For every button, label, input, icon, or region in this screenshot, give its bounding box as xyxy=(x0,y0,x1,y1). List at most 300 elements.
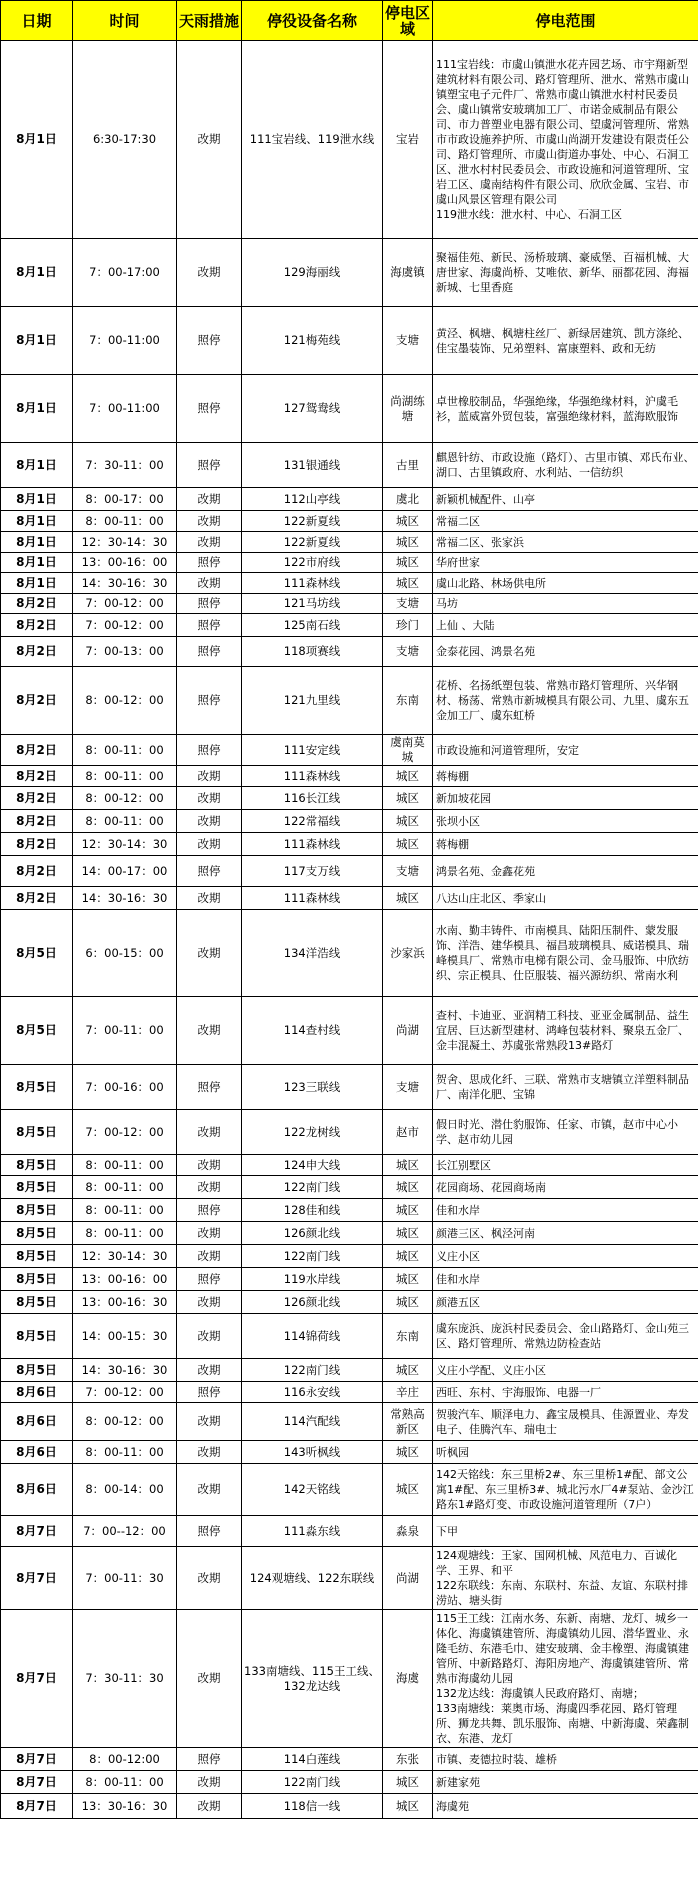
equipment-cell: 114锦荷线 xyxy=(242,1314,383,1359)
rain-measure-cell: 照停 xyxy=(177,1065,242,1110)
table-row xyxy=(1,1314,698,1359)
range-cell: 金泰花园、鸿景名苑 xyxy=(433,637,698,667)
region-cell: 常熟高新区 xyxy=(383,1403,433,1441)
time-cell: 6:30-17:30 xyxy=(73,41,177,239)
range-cell: 蒋梅棚 xyxy=(433,766,698,787)
date-cell: 8月2日 xyxy=(1,856,73,887)
date-cell: 8月1日 xyxy=(1,511,73,532)
region-cell: 宝岩 xyxy=(383,41,433,239)
time-cell: 8：00-12：00 xyxy=(73,667,177,735)
date-cell: 8月2日 xyxy=(1,810,73,833)
time-cell: 8：00-12：00 xyxy=(73,787,177,810)
table-row xyxy=(1,443,698,488)
rain-measure-cell: 改期 xyxy=(177,1403,242,1441)
range-cell: 卓世橡胶制品，华强绝缘，华强绝缘材料，沪虞毛衫，蓝威富外贸包装，富强绝缘材料，蓝海欧服饰 xyxy=(433,375,698,443)
rain-measure-cell: 照停 xyxy=(177,1268,242,1291)
rain-measure-cell: 改期 xyxy=(177,511,242,532)
date-cell: 8月7日 xyxy=(1,1516,73,1547)
time-cell: 7：00-17:00 xyxy=(73,239,177,307)
equipment-cell: 122常福线 xyxy=(242,810,383,833)
time-cell: 8：00-11：00 xyxy=(73,810,177,833)
range-cell: 上仙 、大陆 xyxy=(433,614,698,637)
table-body xyxy=(1,41,698,1819)
time-cell: 8：00-12:00 xyxy=(73,1748,177,1771)
time-cell: 13：00-16：00 xyxy=(73,1268,177,1291)
rain-measure-cell: 改期 xyxy=(177,1110,242,1155)
region-cell: 东张 xyxy=(383,1748,433,1771)
range-cell: 贺骏汽车、顺泽电力、鑫宝晟模具、佳源置业、寿发电子、佳腾汽车、瑞电士 xyxy=(433,1403,698,1441)
date-cell: 8月2日 xyxy=(1,833,73,856)
date-cell: 8月7日 xyxy=(1,1748,73,1771)
equipment-cell: 118项赛线 xyxy=(242,637,383,667)
rain-measure-cell: 改期 xyxy=(177,910,242,997)
region-cell: 海虞镇 xyxy=(383,239,433,307)
region-cell: 支塘 xyxy=(383,307,433,375)
region-cell: 城区 xyxy=(383,887,433,910)
rain-measure-cell: 改期 xyxy=(177,1610,242,1748)
region-cell: 城区 xyxy=(383,1771,433,1794)
range-cell: 听枫园 xyxy=(433,1441,698,1464)
header-rain-measure: 天雨措施 xyxy=(177,1,242,41)
range-cell: 佳和水岸 xyxy=(433,1268,698,1291)
region-cell: 城区 xyxy=(383,1794,433,1819)
range-cell: 西旺、东村、宇海服饰、电器一厂 xyxy=(433,1382,698,1403)
date-cell: 8月5日 xyxy=(1,1155,73,1176)
range-cell: 佳和水岸 xyxy=(433,1199,698,1222)
rain-measure-cell: 照停 xyxy=(177,637,242,667)
range-cell: 华府世家 xyxy=(433,553,698,573)
header-time: 时间 xyxy=(73,1,177,41)
date-cell: 8月6日 xyxy=(1,1382,73,1403)
date-cell: 8月5日 xyxy=(1,1065,73,1110)
time-cell: 8：00-11：00 xyxy=(73,1441,177,1464)
region-cell: 城区 xyxy=(383,511,433,532)
region-cell: 城区 xyxy=(383,766,433,787)
region-cell: 支塘 xyxy=(383,856,433,887)
time-cell: 12：30-14：30 xyxy=(73,532,177,553)
date-cell: 8月1日 xyxy=(1,532,73,553)
equipment-cell: 122新夏线 xyxy=(242,532,383,553)
rain-measure-cell: 照停 xyxy=(177,307,242,375)
range-cell: 蒋梅棚 xyxy=(433,833,698,856)
date-cell: 8月5日 xyxy=(1,910,73,997)
region-cell: 城区 xyxy=(383,573,433,594)
date-cell: 8月6日 xyxy=(1,1441,73,1464)
region-cell: 城区 xyxy=(383,532,433,553)
equipment-cell: 142天铭线 xyxy=(242,1464,383,1516)
table-row xyxy=(1,667,698,735)
range-cell: 贺舍、思成化纤、三联、常熟市支塘镇立洋塑料制品厂、南洋化肥、宝锦 xyxy=(433,1065,698,1110)
range-cell: 新颖机械配件、山亭 xyxy=(433,488,698,511)
rain-measure-cell: 改期 xyxy=(177,1222,242,1245)
date-cell: 8月1日 xyxy=(1,239,73,307)
date-cell: 8月7日 xyxy=(1,1794,73,1819)
rain-measure-cell: 改期 xyxy=(177,41,242,239)
table-row xyxy=(1,1155,698,1176)
rain-measure-cell: 照停 xyxy=(177,735,242,766)
time-cell: 7：00-11:00 xyxy=(73,375,177,443)
time-cell: 7：00-13：00 xyxy=(73,637,177,667)
header-region: 停电区域 xyxy=(383,1,433,41)
rain-measure-cell: 照停 xyxy=(177,553,242,573)
rain-measure-cell: 改期 xyxy=(177,810,242,833)
equipment-cell: 117支万线 xyxy=(242,856,383,887)
equipment-cell: 122龙树线 xyxy=(242,1110,383,1155)
time-cell: 7：00-11：00 xyxy=(73,997,177,1065)
range-cell: 市政设施和河道管理所，安定 xyxy=(433,735,698,766)
date-cell: 8月1日 xyxy=(1,375,73,443)
table-row xyxy=(1,307,698,375)
header-date: 日期 xyxy=(1,1,73,41)
rain-measure-cell: 改期 xyxy=(177,1314,242,1359)
region-cell: 支塘 xyxy=(383,1065,433,1110)
equipment-cell: 124申大线 xyxy=(242,1155,383,1176)
equipment-cell: 121马坊线 xyxy=(242,594,383,614)
equipment-cell: 133南塘线、115王工线、132龙达线 xyxy=(242,1610,383,1748)
table-row xyxy=(1,787,698,810)
equipment-cell: 114汽配线 xyxy=(242,1403,383,1441)
date-cell: 8月5日 xyxy=(1,1359,73,1382)
equipment-cell: 114查村线 xyxy=(242,997,383,1065)
region-cell: 尚湖 xyxy=(383,1547,433,1610)
equipment-cell: 131银通线 xyxy=(242,443,383,488)
equipment-cell: 119水岸线 xyxy=(242,1268,383,1291)
region-cell: 城区 xyxy=(383,1199,433,1222)
equipment-cell: 122南门线 xyxy=(242,1771,383,1794)
time-cell: 8：00-11：00 xyxy=(73,1176,177,1199)
region-cell: 赵市 xyxy=(383,1110,433,1155)
range-cell: 虞东庞浜、庞浜村民委员会、金山路路灯、金山苑三区、路灯管理所、常熟边防检查站 xyxy=(433,1314,698,1359)
time-cell: 13：00-16：30 xyxy=(73,1291,177,1314)
table-row xyxy=(1,1441,698,1464)
table-row xyxy=(1,1464,698,1516)
date-cell: 8月2日 xyxy=(1,787,73,810)
equipment-cell: 111淼东线 xyxy=(242,1516,383,1547)
time-cell: 7：00-12：00 xyxy=(73,594,177,614)
range-cell: 142天铭线：东三里桥2#、东三里桥1#配、部文公寓1#配、东三里桥3#、城北污水厂4#泵站、金沙江路东1#路灯变、市政设施河道管理所（7户） xyxy=(433,1464,698,1516)
equipment-cell: 114白莲线 xyxy=(242,1748,383,1771)
range-cell: 新建家苑 xyxy=(433,1771,698,1794)
date-cell: 8月2日 xyxy=(1,735,73,766)
equipment-cell: 134洋浩线 xyxy=(242,910,383,997)
region-cell: 城区 xyxy=(383,1245,433,1268)
table-row xyxy=(1,1199,698,1222)
table-row xyxy=(1,511,698,532)
rain-measure-cell: 照停 xyxy=(177,856,242,887)
table-row xyxy=(1,1176,698,1199)
rain-measure-cell: 照停 xyxy=(177,667,242,735)
region-cell: 城区 xyxy=(383,1222,433,1245)
table-row xyxy=(1,614,698,637)
region-cell: 城区 xyxy=(383,553,433,573)
equipment-cell: 126颜北线 xyxy=(242,1222,383,1245)
rain-measure-cell: 照停 xyxy=(177,614,242,637)
equipment-cell: 122南门线 xyxy=(242,1176,383,1199)
rain-measure-cell: 改期 xyxy=(177,239,242,307)
range-cell: 义庄小区 xyxy=(433,1245,698,1268)
table-row xyxy=(1,594,698,614)
range-cell: 鸿景名苑、金鑫花苑 xyxy=(433,856,698,887)
rain-measure-cell: 改期 xyxy=(177,1547,242,1610)
date-cell: 8月1日 xyxy=(1,488,73,511)
rain-measure-cell: 改期 xyxy=(177,766,242,787)
date-cell: 8月2日 xyxy=(1,766,73,787)
region-cell: 城区 xyxy=(383,1359,433,1382)
time-cell: 7：30-11：30 xyxy=(73,1610,177,1748)
range-cell: 海虞苑 xyxy=(433,1794,698,1819)
table-row xyxy=(1,1291,698,1314)
time-cell: 8：00-12：00 xyxy=(73,1403,177,1441)
region-cell: 城区 xyxy=(383,1268,433,1291)
table-row xyxy=(1,887,698,910)
header-equipment: 停役设备名称 xyxy=(242,1,383,41)
time-cell: 12：30-14：30 xyxy=(73,1245,177,1268)
time-cell: 8：00-11：00 xyxy=(73,1155,177,1176)
rain-measure-cell: 改期 xyxy=(177,833,242,856)
time-cell: 7：00-12：00 xyxy=(73,1382,177,1403)
time-cell: 14：00-17：00 xyxy=(73,856,177,887)
rain-measure-cell: 改期 xyxy=(177,1155,242,1176)
table-row xyxy=(1,488,698,511)
equipment-cell: 111宝岩线、119泄水线 xyxy=(242,41,383,239)
range-cell: 颜港五区 xyxy=(433,1291,698,1314)
region-cell: 城区 xyxy=(383,1464,433,1516)
equipment-cell: 111森林线 xyxy=(242,833,383,856)
range-cell: 常福二区 xyxy=(433,511,698,532)
rain-measure-cell: 改期 xyxy=(177,1441,242,1464)
equipment-cell: 116长江线 xyxy=(242,787,383,810)
rain-measure-cell: 改期 xyxy=(177,1176,242,1199)
equipment-cell: 143听枫线 xyxy=(242,1441,383,1464)
range-cell: 花桥、名扬纸塑包装、常熟市路灯管理所、兴华钢材、杨荡、常熟市新城模具有限公司、九里、虞东五金加工厂、虞东虹桥 xyxy=(433,667,698,735)
region-cell: 支塘 xyxy=(383,594,433,614)
date-cell: 8月2日 xyxy=(1,637,73,667)
rain-measure-cell: 改期 xyxy=(177,997,242,1065)
region-cell: 东南 xyxy=(383,667,433,735)
rain-measure-cell: 改期 xyxy=(177,1291,242,1314)
table-row xyxy=(1,1222,698,1245)
equipment-cell: 112山亭线 xyxy=(242,488,383,511)
region-cell: 支塘 xyxy=(383,637,433,667)
equipment-cell: 127鸳鸯线 xyxy=(242,375,383,443)
range-cell: 115王工线：江南水务、东新、南塘、龙灯、城乡一体化、海虞镇建管所、海虞镇幼儿园、潜华置业、永隆毛纺、东港毛巾、建安玻璃、金丰橡塑、海虞镇建管所、中新路路灯、海阳房地产、海虞镇建管所、常熟市海虞幼儿园 132龙达线：海虞镇人民政府路灯、南塘； 133南塘线：莱奥市场、海虞四季花园、路灯管理所、狮龙共舞、凯乐服饰、南塘、中新海虞、荣鑫制衣、东港、龙灯 xyxy=(433,1610,698,1748)
rain-measure-cell: 照停 xyxy=(177,1199,242,1222)
table-row xyxy=(1,997,698,1065)
region-cell: 尚湖练塘 xyxy=(383,375,433,443)
equipment-cell: 129海丽线 xyxy=(242,239,383,307)
range-cell: 水南、勤丰铸件、市南模具、陆阳压制件、蒙发服饰、洋浩、建华模具、福昌玻璃模具、威诺模具、瑞峰模具厂、常熟市电梯有限公司、金马服饰、中欣纺织、宗正模具、仕臣服装、福兴源纺织、常南水利 xyxy=(433,910,698,997)
range-cell: 颜港三区、枫泾河南 xyxy=(433,1222,698,1245)
time-cell: 14：30-16：30 xyxy=(73,573,177,594)
rain-measure-cell: 改期 xyxy=(177,1794,242,1819)
table-row xyxy=(1,735,698,766)
date-cell: 8月7日 xyxy=(1,1771,73,1794)
table-row xyxy=(1,553,698,573)
time-cell: 14：30-16：30 xyxy=(73,1359,177,1382)
region-cell: 城区 xyxy=(383,833,433,856)
time-cell: 13：30-16：30 xyxy=(73,1794,177,1819)
table-row xyxy=(1,573,698,594)
time-cell: 8：00-17：00 xyxy=(73,488,177,511)
rain-measure-cell: 照停 xyxy=(177,1748,242,1771)
region-cell: 辛庄 xyxy=(383,1382,433,1403)
time-cell: 14：00-15：30 xyxy=(73,1314,177,1359)
header-row xyxy=(1,1,698,41)
equipment-cell: 122市府线 xyxy=(242,553,383,573)
equipment-cell: 121梅苑线 xyxy=(242,307,383,375)
time-cell: 7：00-12：00 xyxy=(73,1110,177,1155)
date-cell: 8月5日 xyxy=(1,1176,73,1199)
region-cell: 城区 xyxy=(383,810,433,833)
date-cell: 8月5日 xyxy=(1,1268,73,1291)
range-cell: 查村、卡迪亚、亚润精工科技、亚亚金属制品、益生宜居、巨达新型建材、鸿峰包装材料、聚泉五金厂、金丰混凝土、苏虞张常熟段13#路灯 xyxy=(433,997,698,1065)
equipment-cell: 123三联线 xyxy=(242,1065,383,1110)
time-cell: 7：00-11:00 xyxy=(73,307,177,375)
time-cell: 8：00-11：00 xyxy=(73,511,177,532)
date-cell: 8月1日 xyxy=(1,41,73,239)
time-cell: 7：00--12：00 xyxy=(73,1516,177,1547)
time-cell: 6：00-15：00 xyxy=(73,910,177,997)
equipment-cell: 111森林线 xyxy=(242,573,383,594)
equipment-cell: 111安定线 xyxy=(242,735,383,766)
date-cell: 8月2日 xyxy=(1,667,73,735)
table-row xyxy=(1,1794,698,1819)
rain-measure-cell: 改期 xyxy=(177,887,242,910)
table-row xyxy=(1,910,698,997)
region-cell: 城区 xyxy=(383,1176,433,1199)
rain-measure-cell: 照停 xyxy=(177,1382,242,1403)
range-cell: 花园商场、花园商场南 xyxy=(433,1176,698,1199)
region-cell: 古里 xyxy=(383,443,433,488)
date-cell: 8月6日 xyxy=(1,1403,73,1441)
table-row xyxy=(1,239,698,307)
range-cell: 义庄小学配、义庄小区 xyxy=(433,1359,698,1382)
table-row xyxy=(1,1382,698,1403)
time-cell: 7：30-11：00 xyxy=(73,443,177,488)
range-cell: 常福二区、张家浜 xyxy=(433,532,698,553)
rain-measure-cell: 改期 xyxy=(177,1245,242,1268)
region-cell: 沙家浜 xyxy=(383,910,433,997)
region-cell: 东南 xyxy=(383,1314,433,1359)
rain-measure-cell: 改期 xyxy=(177,787,242,810)
rain-measure-cell: 改期 xyxy=(177,573,242,594)
time-cell: 14：30-16：30 xyxy=(73,887,177,910)
table-row xyxy=(1,1610,698,1748)
time-cell: 8：00-11：00 xyxy=(73,1222,177,1245)
equipment-cell: 111森林线 xyxy=(242,766,383,787)
date-cell: 8月1日 xyxy=(1,307,73,375)
range-cell: 124观塘线：王家、国网机械、风范电力、百诚化学、王界、和平 122东联线：东南、东联村、东益、友谊、东联村排涝站、塘头街 xyxy=(433,1547,698,1610)
equipment-cell: 111森林线 xyxy=(242,887,383,910)
range-cell: 黄泾、枫塘、枫塘柱丝厂、新绿居建筑、凯方涤纶、佳宝墨装饰、兄弟塑料、富康塑料、政和无纺 xyxy=(433,307,698,375)
range-cell: 假日时光、潜仕豹服饰、任家、市镇，赵市中心小学、赵市幼儿园 xyxy=(433,1110,698,1155)
date-cell: 8月1日 xyxy=(1,573,73,594)
date-cell: 8月5日 xyxy=(1,997,73,1065)
equipment-cell: 125南石线 xyxy=(242,614,383,637)
rain-measure-cell: 照停 xyxy=(177,443,242,488)
time-cell: 8：00-11：00 xyxy=(73,766,177,787)
table-row xyxy=(1,375,698,443)
time-cell: 7：00-11：30 xyxy=(73,1547,177,1610)
time-cell: 8：00-11：00 xyxy=(73,1199,177,1222)
region-cell: 城区 xyxy=(383,1441,433,1464)
time-cell: 13：00-16：00 xyxy=(73,553,177,573)
equipment-cell: 122南门线 xyxy=(242,1245,383,1268)
date-cell: 8月7日 xyxy=(1,1610,73,1748)
region-cell: 城区 xyxy=(383,1155,433,1176)
table-row xyxy=(1,1065,698,1110)
range-cell: 下甲 xyxy=(433,1516,698,1547)
time-cell: 12：30-14：30 xyxy=(73,833,177,856)
rain-measure-cell: 改期 xyxy=(177,1359,242,1382)
table-row xyxy=(1,856,698,887)
time-cell: 8：00-14：00 xyxy=(73,1464,177,1516)
table-row xyxy=(1,1547,698,1610)
table-row xyxy=(1,637,698,667)
header-range: 停电范围 xyxy=(433,1,698,41)
rain-measure-cell: 改期 xyxy=(177,1771,242,1794)
table-row xyxy=(1,766,698,787)
date-cell: 8月2日 xyxy=(1,594,73,614)
region-cell: 城区 xyxy=(383,1291,433,1314)
range-cell: 新加坡花园 xyxy=(433,787,698,810)
range-cell: 聚福佳苑、新民、汤桥玻璃、豪威堡、百福机械、大唐世家、海虞尚桥、艾唯依、新华、丽都花园、海福新城、七里香庭 xyxy=(433,239,698,307)
date-cell: 8月5日 xyxy=(1,1222,73,1245)
table-row xyxy=(1,810,698,833)
table-row xyxy=(1,1268,698,1291)
time-cell: 7：00-12：00 xyxy=(73,614,177,637)
date-cell: 8月5日 xyxy=(1,1245,73,1268)
table-row xyxy=(1,1245,698,1268)
date-cell: 8月5日 xyxy=(1,1110,73,1155)
rain-measure-cell: 照停 xyxy=(177,375,242,443)
table-row xyxy=(1,1771,698,1794)
table-row xyxy=(1,532,698,553)
region-cell: 城区 xyxy=(383,787,433,810)
date-cell: 8月7日 xyxy=(1,1547,73,1610)
rain-measure-cell: 改期 xyxy=(177,1464,242,1516)
time-cell: 7：00-16：00 xyxy=(73,1065,177,1110)
table-row xyxy=(1,41,698,239)
table-row xyxy=(1,833,698,856)
range-cell: 111宝岩线：市虞山镇泄水花卉园艺场、市宇翔新型建筑材料有限公司、路灯管理所、泄水、常熟市虞山镇塑宝电子元件厂、常熟市虞山镇泄水村村民委员会、虞山镇常安玻璃加工厂、市诺金威制品有限公司、市力普塑业电器有限公司、望虞河管理所、常熟市市政设施养护所、市虞山尚湖开发建设有限责任公司、路灯管理所、市虞山街道办事处、中心、石洞工区、泄水村村民委员会、市政设施和河道管理所、宝岩工区、虞南结构件有限公司、欣欣金属、宝岩、市虞山风景区管理有限公司 119泄水线：泄水村、中心、石洞工区 xyxy=(433,41,698,239)
date-cell: 8月2日 xyxy=(1,614,73,637)
table-row xyxy=(1,1403,698,1441)
table-row xyxy=(1,1359,698,1382)
region-cell: 海虞 xyxy=(383,1610,433,1748)
equipment-cell: 121九里线 xyxy=(242,667,383,735)
table-row xyxy=(1,1516,698,1547)
equipment-cell: 122南门线 xyxy=(242,1359,383,1382)
equipment-cell: 118信一线 xyxy=(242,1794,383,1819)
date-cell: 8月2日 xyxy=(1,887,73,910)
date-cell: 8月6日 xyxy=(1,1464,73,1516)
region-cell: 虞南莫城 xyxy=(383,735,433,766)
region-cell: 尚湖 xyxy=(383,997,433,1065)
date-cell: 8月5日 xyxy=(1,1314,73,1359)
table-row xyxy=(1,1110,698,1155)
rain-measure-cell: 改期 xyxy=(177,488,242,511)
equipment-cell: 128佳和线 xyxy=(242,1199,383,1222)
region-cell: 虞北 xyxy=(383,488,433,511)
equipment-cell: 126颜北线 xyxy=(242,1291,383,1314)
date-cell: 8月5日 xyxy=(1,1199,73,1222)
rain-measure-cell: 照停 xyxy=(177,1516,242,1547)
equipment-cell: 122新夏线 xyxy=(242,511,383,532)
date-cell: 8月1日 xyxy=(1,553,73,573)
region-cell: 淼泉 xyxy=(383,1516,433,1547)
time-cell: 8：00-11：00 xyxy=(73,735,177,766)
